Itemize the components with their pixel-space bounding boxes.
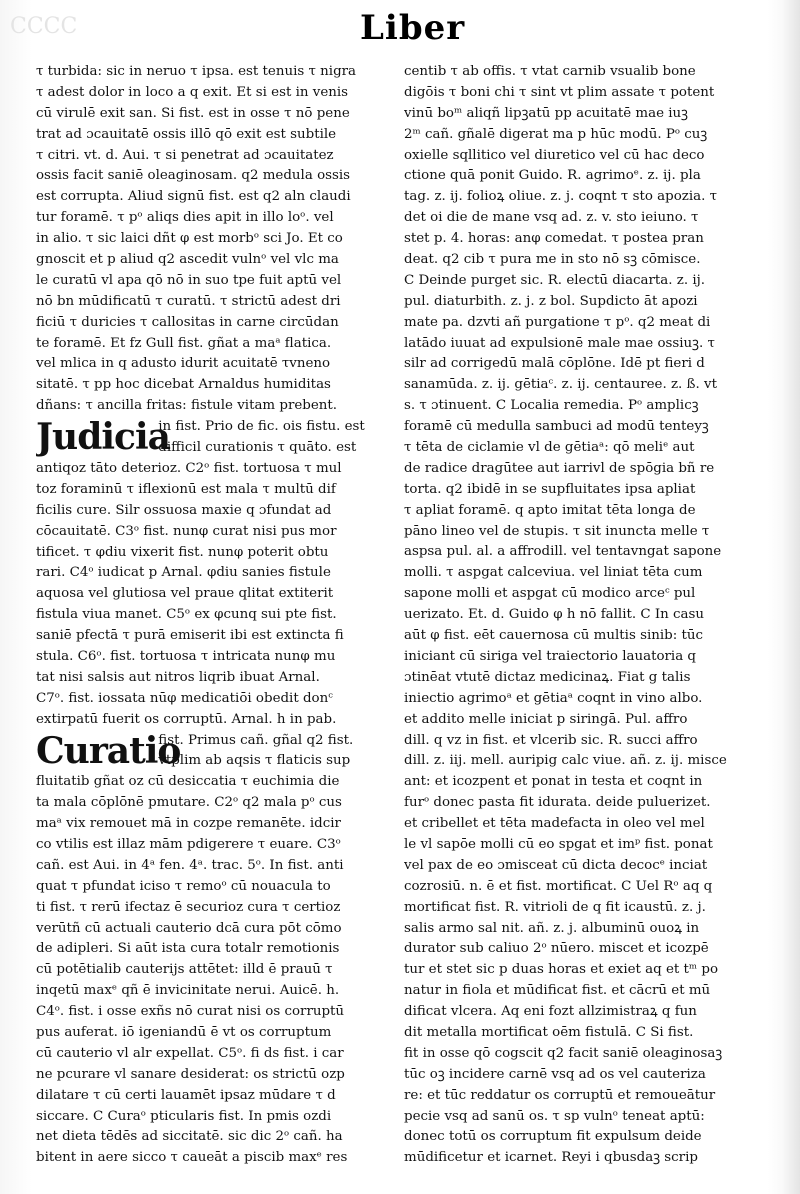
text-line: salis armo sal nit. añ. z. j. albuminū ouoꝝ in <box>404 920 700 936</box>
text-line: nō bn mūdificatū τ curatū. τ strictū adest dri <box>36 293 341 309</box>
text-line: fist. Primus cañ. gñal q2 fist. <box>158 732 354 748</box>
text-line: τ turbida: sic in neruo τ ipsa. est tenuis τ nigra <box>36 64 357 79</box>
heading-curatio-line <box>36 731 396 773</box>
text-line: tat nisi salsis aut nitros liqrib ibuat Arnal. <box>36 669 320 685</box>
text-line: cū cauterio vl alr expellat. C5ᵒ. fi ds fist. i car <box>36 1045 344 1061</box>
text-line: in fist. Prio de fic. ois fistu. est <box>158 419 365 435</box>
text-line: aūt φ fist. eēt cauernosa cū multis sinib: tūc <box>404 628 703 644</box>
text-line: mate pa. dzvti añ purgatione τ pᵒ. q2 meat di <box>404 314 711 330</box>
text-line: 2ᵐ cañ. gñalē digerat ma p hūc modū. Pᵒ cuꝫ <box>404 126 708 142</box>
left-text-block-3 <box>36 772 396 1169</box>
text-line: stet p. 4. horas: anφ comedat. τ postea pran <box>404 231 704 247</box>
text-line: tur et stet sic p duas horas et exiet aq et tᵐ po <box>404 962 719 978</box>
text-line: sanamūda. z. ij. gētiaᶜ. z. ij. centauree. z. ß. vt <box>404 377 717 393</box>
right-text-block <box>404 62 774 1169</box>
text-line: aspsa pul. al. a affrodill. vel tentavngat sapone <box>404 544 722 560</box>
text-line: co vtilis est illaz mām pdigerere τ euare. C3ᵒ <box>36 836 341 852</box>
text-line: et cribellet et tēta madefacta in oleo vel mel <box>404 816 705 832</box>
text-line: de adipleri. Si aūt ista cura totalr remotionis <box>36 941 340 957</box>
text-line: antiqoz tāto deterioz. C2ᵒ fist. tortuosa τ mul <box>36 460 342 476</box>
text-line: net dieta tēdēs ad siccitatē. sic dic 2ᵒ cañ. ha <box>36 1129 343 1145</box>
text-line: le curatū vl apa qō nō in suo tpe fuit aptū vel <box>36 272 342 288</box>
text-line: toz foraminū τ iflexionū est mala τ multū dif <box>36 481 336 497</box>
text-line: centib τ ab offis. τ vtat carnib vsualib bone <box>404 64 696 79</box>
running-head: Liber <box>360 8 466 48</box>
text-line: te foramē. Et fz Gull fist. gñat a maᵃ flatica. <box>36 335 332 351</box>
text-line: oxielle sqllitico vel diuretico vel cū hac deco <box>404 147 705 163</box>
bleed-through-mark: CCCC <box>10 14 78 39</box>
text-line: cañ. est Aui. in 4ᵃ fen. 4ᵃ. trac. 5ᵒ. In fist. anti <box>36 857 344 873</box>
text-line: torta. q2 ibidē in se supfluitates ipsa apliat <box>404 481 696 497</box>
text-line: cōcauitatē. C3ᵒ fist. nunφ curat nisi pus mor <box>36 523 337 539</box>
text-line: trat ad ɔcauitatē ossis illō qō exit est subtile <box>36 126 337 142</box>
text-line: iniectio agrimoᵃ et gētiaᵃ coqnt in vino albo. <box>404 690 703 706</box>
text-line: est corrupta. Aliud signū fist. est q2 aln claudi <box>36 189 351 205</box>
text-line: fluitatib gñat oz cū desiccatia τ euchimia die <box>36 774 340 790</box>
text-line: rari. C4ᵒ iudicat p Arnal. φdiu sanies fistule <box>36 565 331 581</box>
text-line: foramē cū medulla sambuci ad modū tenteyꝫ <box>404 419 709 435</box>
text-line: ant: et icozpent et ponat in testa et coqnt in <box>404 774 703 790</box>
text-line: ti fist. τ rerū ifectaz ē securioz cura τ certioz <box>36 899 341 915</box>
text-line: cozrosiū. n. ē et fist. mortificat. C Uel Rᵒ aq q <box>404 878 713 894</box>
left-column <box>36 62 396 1169</box>
text-line: ɔtinēat vtutē dictaz medicinaꝝ. Fiat g talis <box>404 669 691 685</box>
heading-judicia-line <box>36 417 396 459</box>
text-line: sapone molli et aspgat cū modico arceᶜ pul <box>404 586 696 602</box>
text-line: inqetū maxᵉ qñ ē invicinitate nerui. Auicē. h. <box>36 983 340 999</box>
text-line: vtplim ab aqsis τ flaticis sup <box>158 753 351 769</box>
text-line: det oi die de mane vsq ad. z. v. sto ieiuno. τ <box>404 210 699 226</box>
text-line: donec totū os corruptum fit expulsum deide <box>404 1129 702 1145</box>
text-line: digōis τ boni chi τ sint vt plim assate τ potent <box>404 84 715 100</box>
text-line: ossis facit saniē oleaginosam. q2 medula ossis <box>36 168 351 184</box>
text-line: tificet. τ φdiu vixerit fist. nunφ poterit obtu <box>36 544 329 560</box>
text-line: mortificat fist. R. vitrioli de q fit icaustū. z. j. <box>404 899 706 915</box>
text-line: sitatē. τ pp hoc dicebat Arnaldus humiditas <box>36 377 331 393</box>
text-line: molli. τ aspgat calceviua. vel liniat tēta cum <box>404 565 703 581</box>
text-line: ficilis cure. Silr ossuosa maxie q ɔfundat ad <box>36 502 332 518</box>
text-line: saniē pfectā τ purā emiserit ibi est extincta fi <box>36 628 344 644</box>
text-line: bitent in aere sicco τ caueāt a piscib maxᵉ res <box>36 1150 348 1166</box>
text-line: tag. z. ij. folioꝝ oliue. z. j. coqnt τ sto apozia. τ <box>404 189 718 205</box>
text-line: gnoscit et p aliud q2 ascedit vulnᵒ vel vlc ma <box>36 252 339 268</box>
text-line: uerizato. Et. d. Guido φ h nō fallit. C In casu <box>404 607 705 623</box>
text-line: C Deinde purget sic. R. electū diacarta. z. ij. <box>404 272 706 288</box>
text-line: stula. C6ᵒ. fist. tortuosa τ intricata nunφ mu <box>36 648 336 664</box>
text-line: dñans: τ ancilla fritas: fistule vitam prebent. <box>36 398 338 414</box>
text-line: dill. q vz in fist. et vlcerib sic. R. succi affro <box>404 732 698 748</box>
text-line: et addito melle iniciat p siringā. Pul. affro <box>404 711 688 727</box>
text-line: tūc oꝫ incidere carnē vsq ad os vel cauteriza <box>404 1066 706 1082</box>
text-line: le vl sapōe molli cū eo spgat et imᵖ fist. ponat <box>404 836 713 852</box>
section-heading-curatio: Curatio <box>36 729 181 772</box>
text-line: maᵃ vix remouet mā in cozpe remanēte. idcir <box>36 816 341 832</box>
text-line: siccare. C Curaᵒ pticularis fist. In pmis ozdi <box>36 1108 332 1124</box>
text-line: vel pax de eo ɔmisceat cū dicta decocᵉ inciat <box>404 857 708 873</box>
text-line: pecie vsq ad sanū os. τ sp vulnᵒ teneat aptū: <box>404 1108 705 1124</box>
heading-judicia-text <box>158 417 396 459</box>
text-line: ficiū τ duricies τ callositas in carne circūdan <box>36 314 339 330</box>
text-line: τ citri. vt. d. Aui. τ si penetrat ad ɔcauitatez <box>36 147 334 163</box>
text-line: C7ᵒ. fist. iossata nūφ medicatiōi obedit donᶜ <box>36 690 333 706</box>
text-line: τ adest dolor in loco a q exit. Et si est in venis <box>36 84 349 100</box>
text-line: mūdificetur et icarnet. Reyi i qbusdaꝫ scrip <box>404 1150 698 1166</box>
text-line: verūtñ cū actuali cauterio dcā cura pōt cōmo <box>36 920 342 936</box>
heading-curatio-text <box>158 731 396 773</box>
text-line: s. τ ɔtinuent. C Localia remedia. Pᵒ amplicꝫ <box>404 398 699 414</box>
section-heading-judicia: Judicia <box>36 416 170 459</box>
text-line: deat. q2 cib τ pura me in sto nō sꝫ cōmisce. <box>404 252 701 268</box>
text-line: dit metalla mortificat oēm fistulā. C Si fist. <box>404 1024 694 1040</box>
text-line: vel mlica in q adusto idurit acuitatē τvneno <box>36 356 331 372</box>
text-line: pul. diaturbith. z. j. z bol. Supdicto āt apozi <box>404 293 698 309</box>
text-line: re: et tūc reddatur os corruptū et remoueātur <box>404 1087 716 1103</box>
text-line: aquosa vel glutiosa vel praue qlitat extiterit <box>36 586 334 602</box>
text-line: in alio. τ sic laici dñt φ est morbᵒ sci Jo. Et co <box>36 231 343 247</box>
text-line: quat τ pfundat iciso τ remoᵒ cū nouacula to <box>36 878 331 894</box>
text-line: τ apliat foramē. q apto imitat tēta longa de <box>404 502 696 518</box>
text-line: de radice dragūtee aut iarrivl de spōgia bñ re <box>404 460 715 476</box>
text-line: fistula viua manet. C5ᵒ ex φcunq sui pte fist. <box>36 607 337 623</box>
text-line: vinū boᵐ aliqñ lipꝫatū pp acuitatē mae iuꝫ <box>404 105 689 121</box>
text-line: difficil curationis τ quāto. est <box>158 440 357 456</box>
text-line: ne pcurare vl sanare desiderat: os strictū ozp <box>36 1066 345 1082</box>
text-line: latādo iuuat ad expulsionē male mae ossiuꝫ. τ <box>404 335 715 351</box>
text-line: silr ad corrigedū malā cōplōne. Idē pt fieri d <box>404 356 705 372</box>
text-line: iniciant cū siriga vel traiectorio lauatoria q <box>404 648 697 664</box>
text-line: natur in fiola et mūdificat fist. et cācrū et mū <box>404 983 711 999</box>
text-line: cū virulē exit san. Si fist. est in osse τ nō pene <box>36 105 350 121</box>
left-text-block-1 <box>36 62 396 417</box>
text-line: dilatare τ cū certi lauamēt ipsaz mūdare τ d <box>36 1087 336 1103</box>
text-line: dill. z. iij. mell. auripig calc viue. añ. z. ij. misce <box>404 753 727 769</box>
text-line: C4ᵒ. fist. i osse exñs nō curat nisi os corruptū <box>36 1004 345 1020</box>
text-line: pāno lineo vel de stupis. τ sit inuncta melle τ <box>404 523 710 539</box>
text-line: pus auferat. iō igeniandū ē vt os corruptum <box>36 1025 332 1040</box>
text-line: dificat vlcera. Aq eni fozt allzimistraꝝ q fun <box>404 1004 697 1020</box>
text-line: τ tēta de ciclamie vl de gētiaᵃ: qō meliᵉ aut <box>404 440 695 456</box>
left-text-block-2 <box>36 459 396 731</box>
text-line: cū potētialib cauterijs attētet: illd ē prauū τ <box>36 962 333 978</box>
text-line: furᵒ donec pasta fit idurata. deide puluerizet. <box>404 795 711 811</box>
text-line: extirpatū fuerit os corruptū. Arnal. h in pab. <box>36 711 337 727</box>
text-line: durator sub caliuo 2ᵒ nūero. miscet et icozpē <box>404 941 709 957</box>
scan-shadow <box>782 0 800 1194</box>
text-line: tur foramē. τ pᵒ aliqs dies apit in illo loᵒ. vel <box>36 210 334 226</box>
text-line: fit in osse qō cogscit q2 facit saniē oleaginosaꝫ <box>404 1045 723 1061</box>
text-line: ctione quā ponit Guido. R. agrimoᵉ. z. ij. pla <box>404 168 701 184</box>
right-column <box>404 62 774 1169</box>
text-line: ta mala cōplōnē pmutare. C2ᵒ q2 mala pᵒ cus <box>36 795 342 811</box>
